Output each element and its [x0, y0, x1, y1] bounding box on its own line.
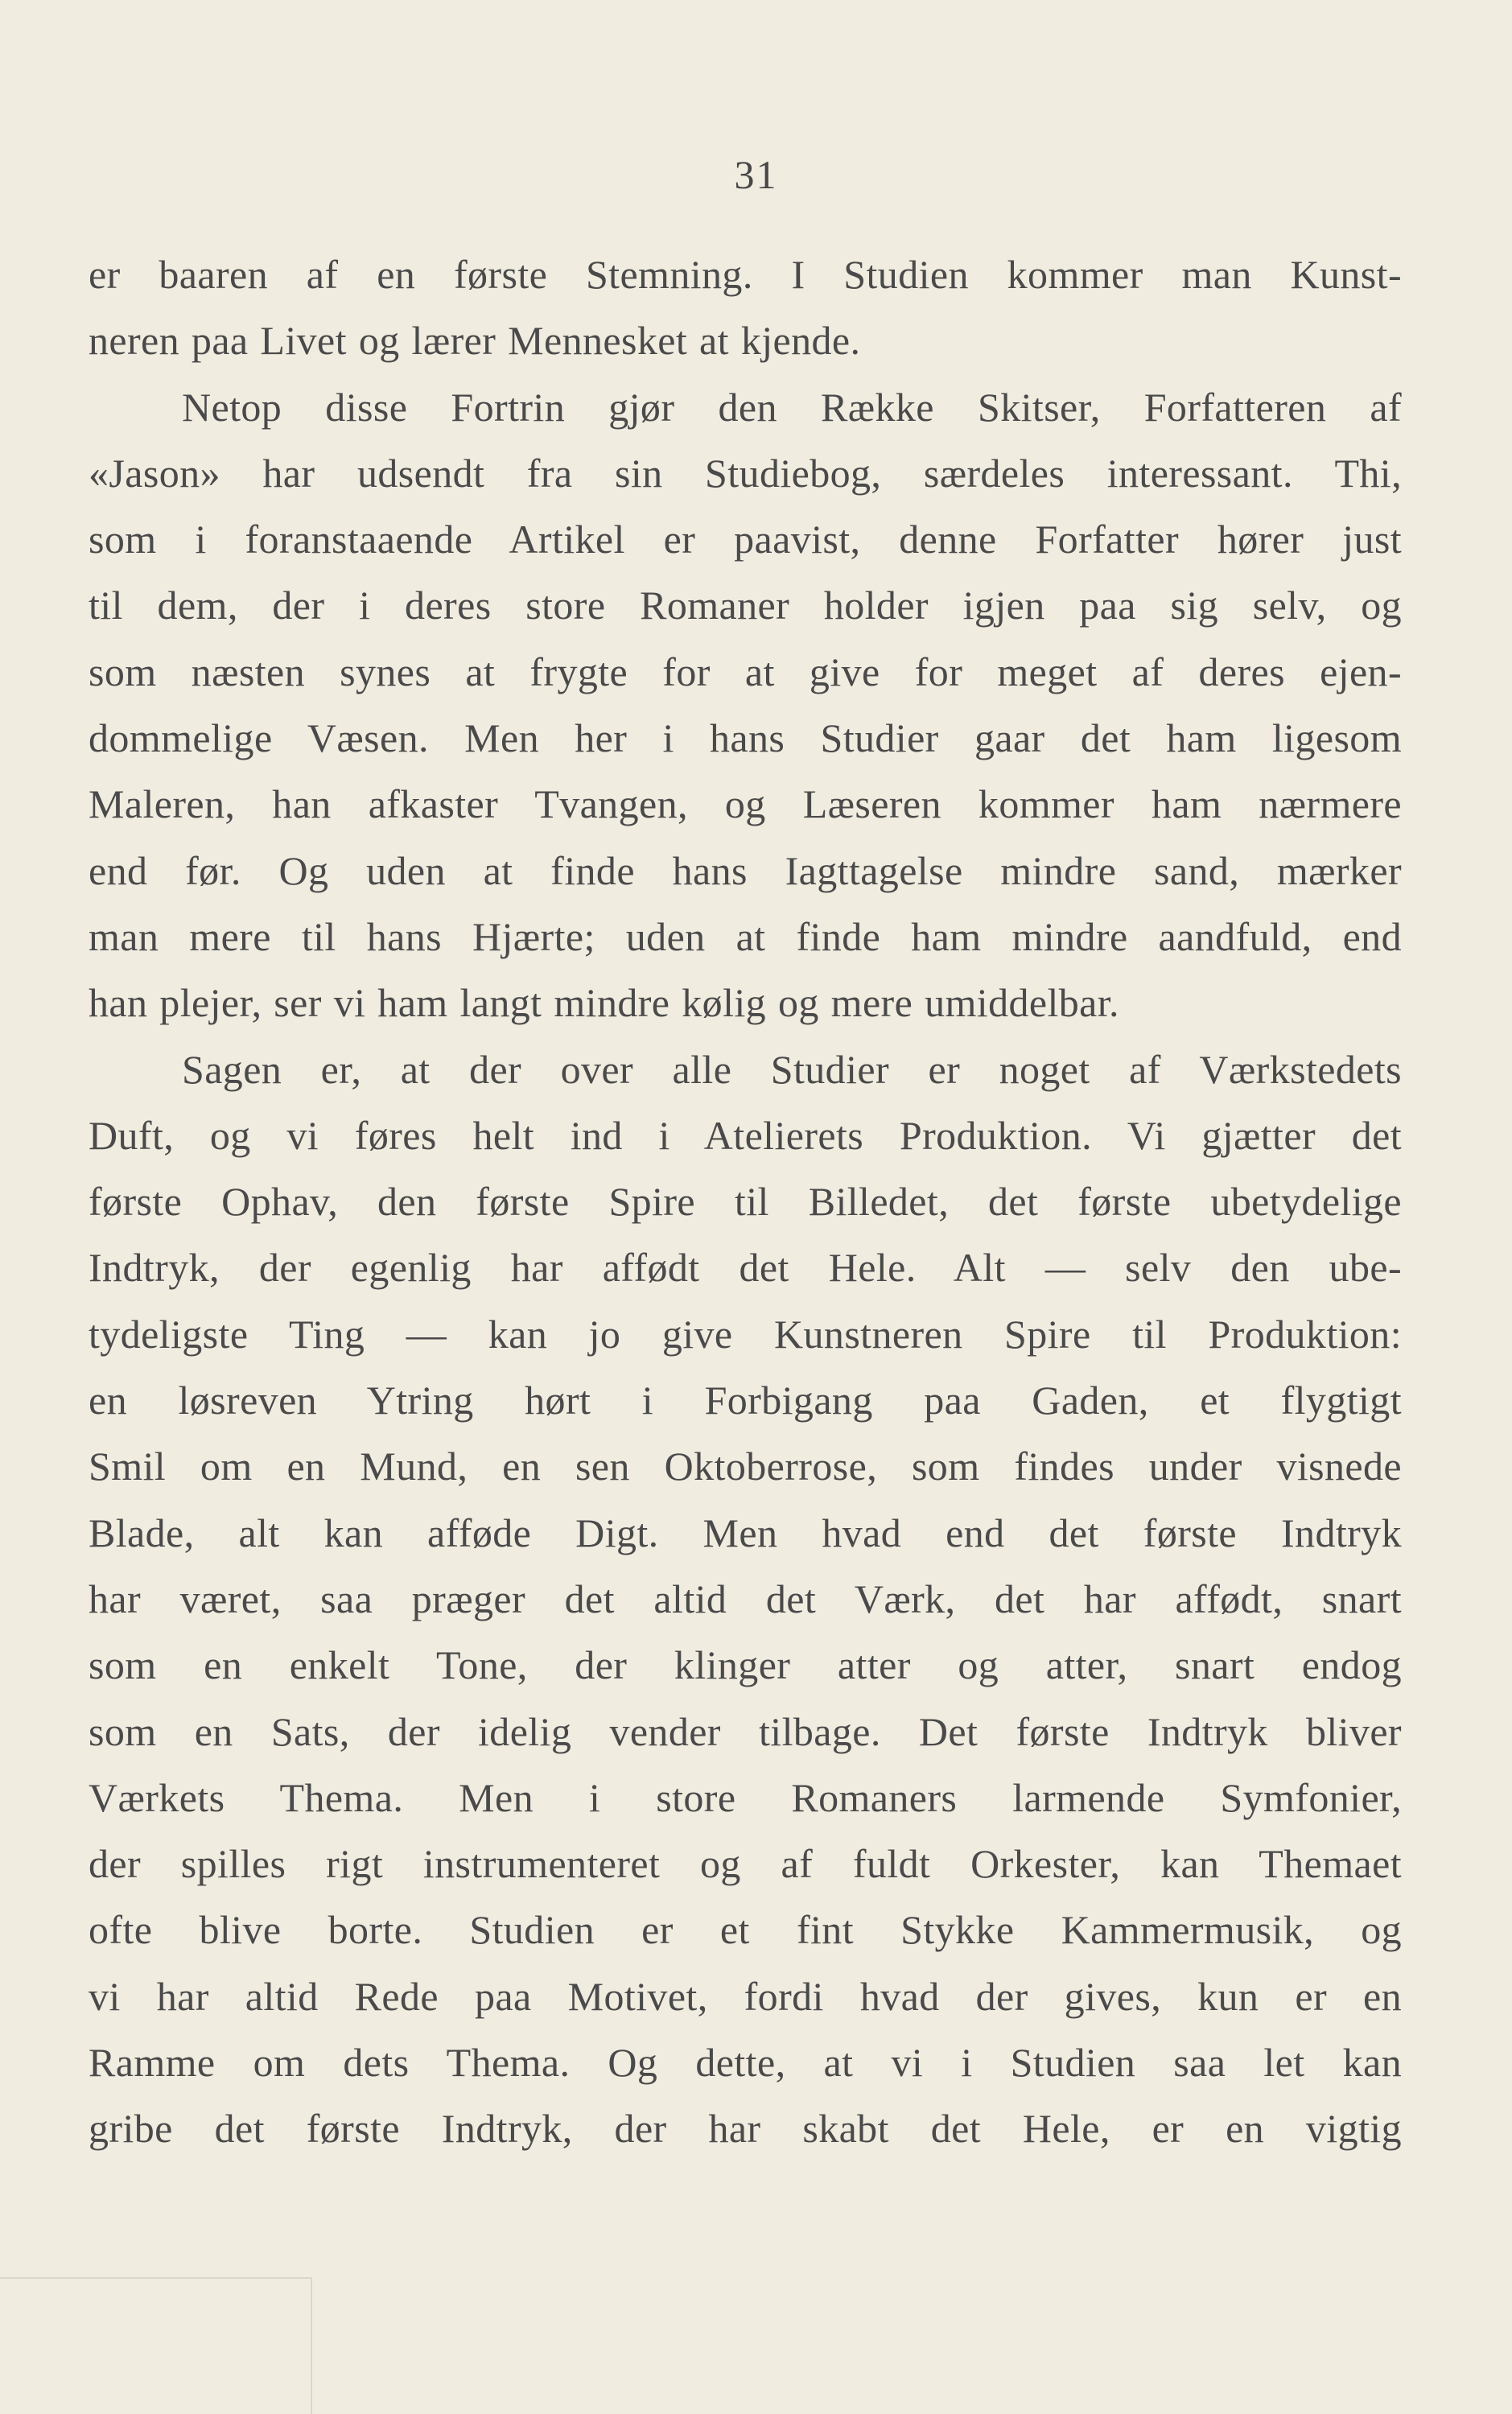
text-line: Duft, og vi føres helt ind i Atelierets Produktion. Vi gjætter det	[89, 1112, 1402, 1158]
text-line: Netop disse Fortrin gjør den Række Skitser, Forfatteren af	[182, 384, 1402, 430]
text-line: Sagen er, at der over alle Studier er noget af Værkstedets	[182, 1046, 1402, 1092]
text-line: til dem, der i deres store Romaner holder igjen paa sig selv, og	[89, 583, 1402, 628]
text-line: der spilles rigt instrumenteret og af fuldt Orkester, kan Themaet	[89, 1841, 1402, 1887]
text-line: gribe det første Indtryk, der har skabt det Hele, er en vigtig	[89, 2106, 1402, 2152]
text-line: man mere til hans Hjærte; uden at finde ham mindre aandfuld, end	[89, 913, 1402, 959]
text-line: dommelige Væsen. Men her i hans Studier gaar det ham ligesom	[89, 715, 1402, 761]
text-line: er baaren af en første Stemning. I Studien kommer man Kunst-	[89, 252, 1402, 297]
page-number: 31	[734, 152, 778, 197]
text-line: tydeligste Ting — kan jo give Kunstneren Spire til Produktion:	[89, 1311, 1402, 1357]
text-line: som en Sats, der idelig vender tilbage. Det første Indtryk bliver	[89, 1708, 1402, 1754]
text-line: Indtryk, der egenlig har affødt det Hele. Alt — selv den ube-	[89, 1245, 1402, 1291]
scan-margin-mark	[0, 2277, 312, 2414]
text-line: Smil om en Mund, en sen Oktoberrose, som findes under visnede	[89, 1444, 1402, 1489]
body-text	[89, 241, 1402, 2162]
text-line: «Jason» har udsendt fra sin Studiebog, særdeles interessant. Thi,	[89, 450, 1402, 496]
text-line: som en enkelt Tone, der klinger atter og atter, snart endog	[89, 1642, 1402, 1688]
text-line: end før. Og uden at finde hans Iagttagelse mindre sand, mærker	[89, 847, 1402, 893]
text-line: Ramme om dets Thema. Og dette, at vi i Studien saa let kan	[89, 2040, 1402, 2086]
text-line: en løsreven Ytring hørt i Forbigang paa Gaden, et flygtigt	[89, 1378, 1402, 1423]
text-line: har været, saa præger det altid det Værk, det har affødt, snart	[89, 1576, 1402, 1621]
text-line: ofte blive borte. Studien er et fint Stykke Kammermusik, og	[89, 1907, 1402, 1953]
text-line: Maleren, han afkaster Tvangen, og Læseren kommer ham nærmere	[89, 781, 1402, 827]
text-line: han plejer, ser vi ham langt mindre kølig og mere umiddelbar.	[89, 980, 1119, 1026]
text-line: som næsten synes at frygte for at give for meget af deres ejen-	[89, 649, 1402, 694]
text-line: Værkets Thema. Men i store Romaners larmende Symfonier,	[89, 1774, 1402, 1820]
text-line: Blade, alt kan afføde Digt. Men hvad end det første Indtryk	[89, 1510, 1402, 1555]
text-line: som i foranstaaende Artikel er paavist, denne Forfatter hører just	[89, 517, 1402, 562]
text-line: neren paa Livet og lærer Mennesket at kjende.	[89, 318, 861, 364]
text-line: første Ophav, den første Spire til Billedet, det første ubetydelige	[89, 1179, 1402, 1225]
text-line: vi har altid Rede paa Motivet, fordi hvad der gives, kun er en	[89, 1973, 1402, 2019]
